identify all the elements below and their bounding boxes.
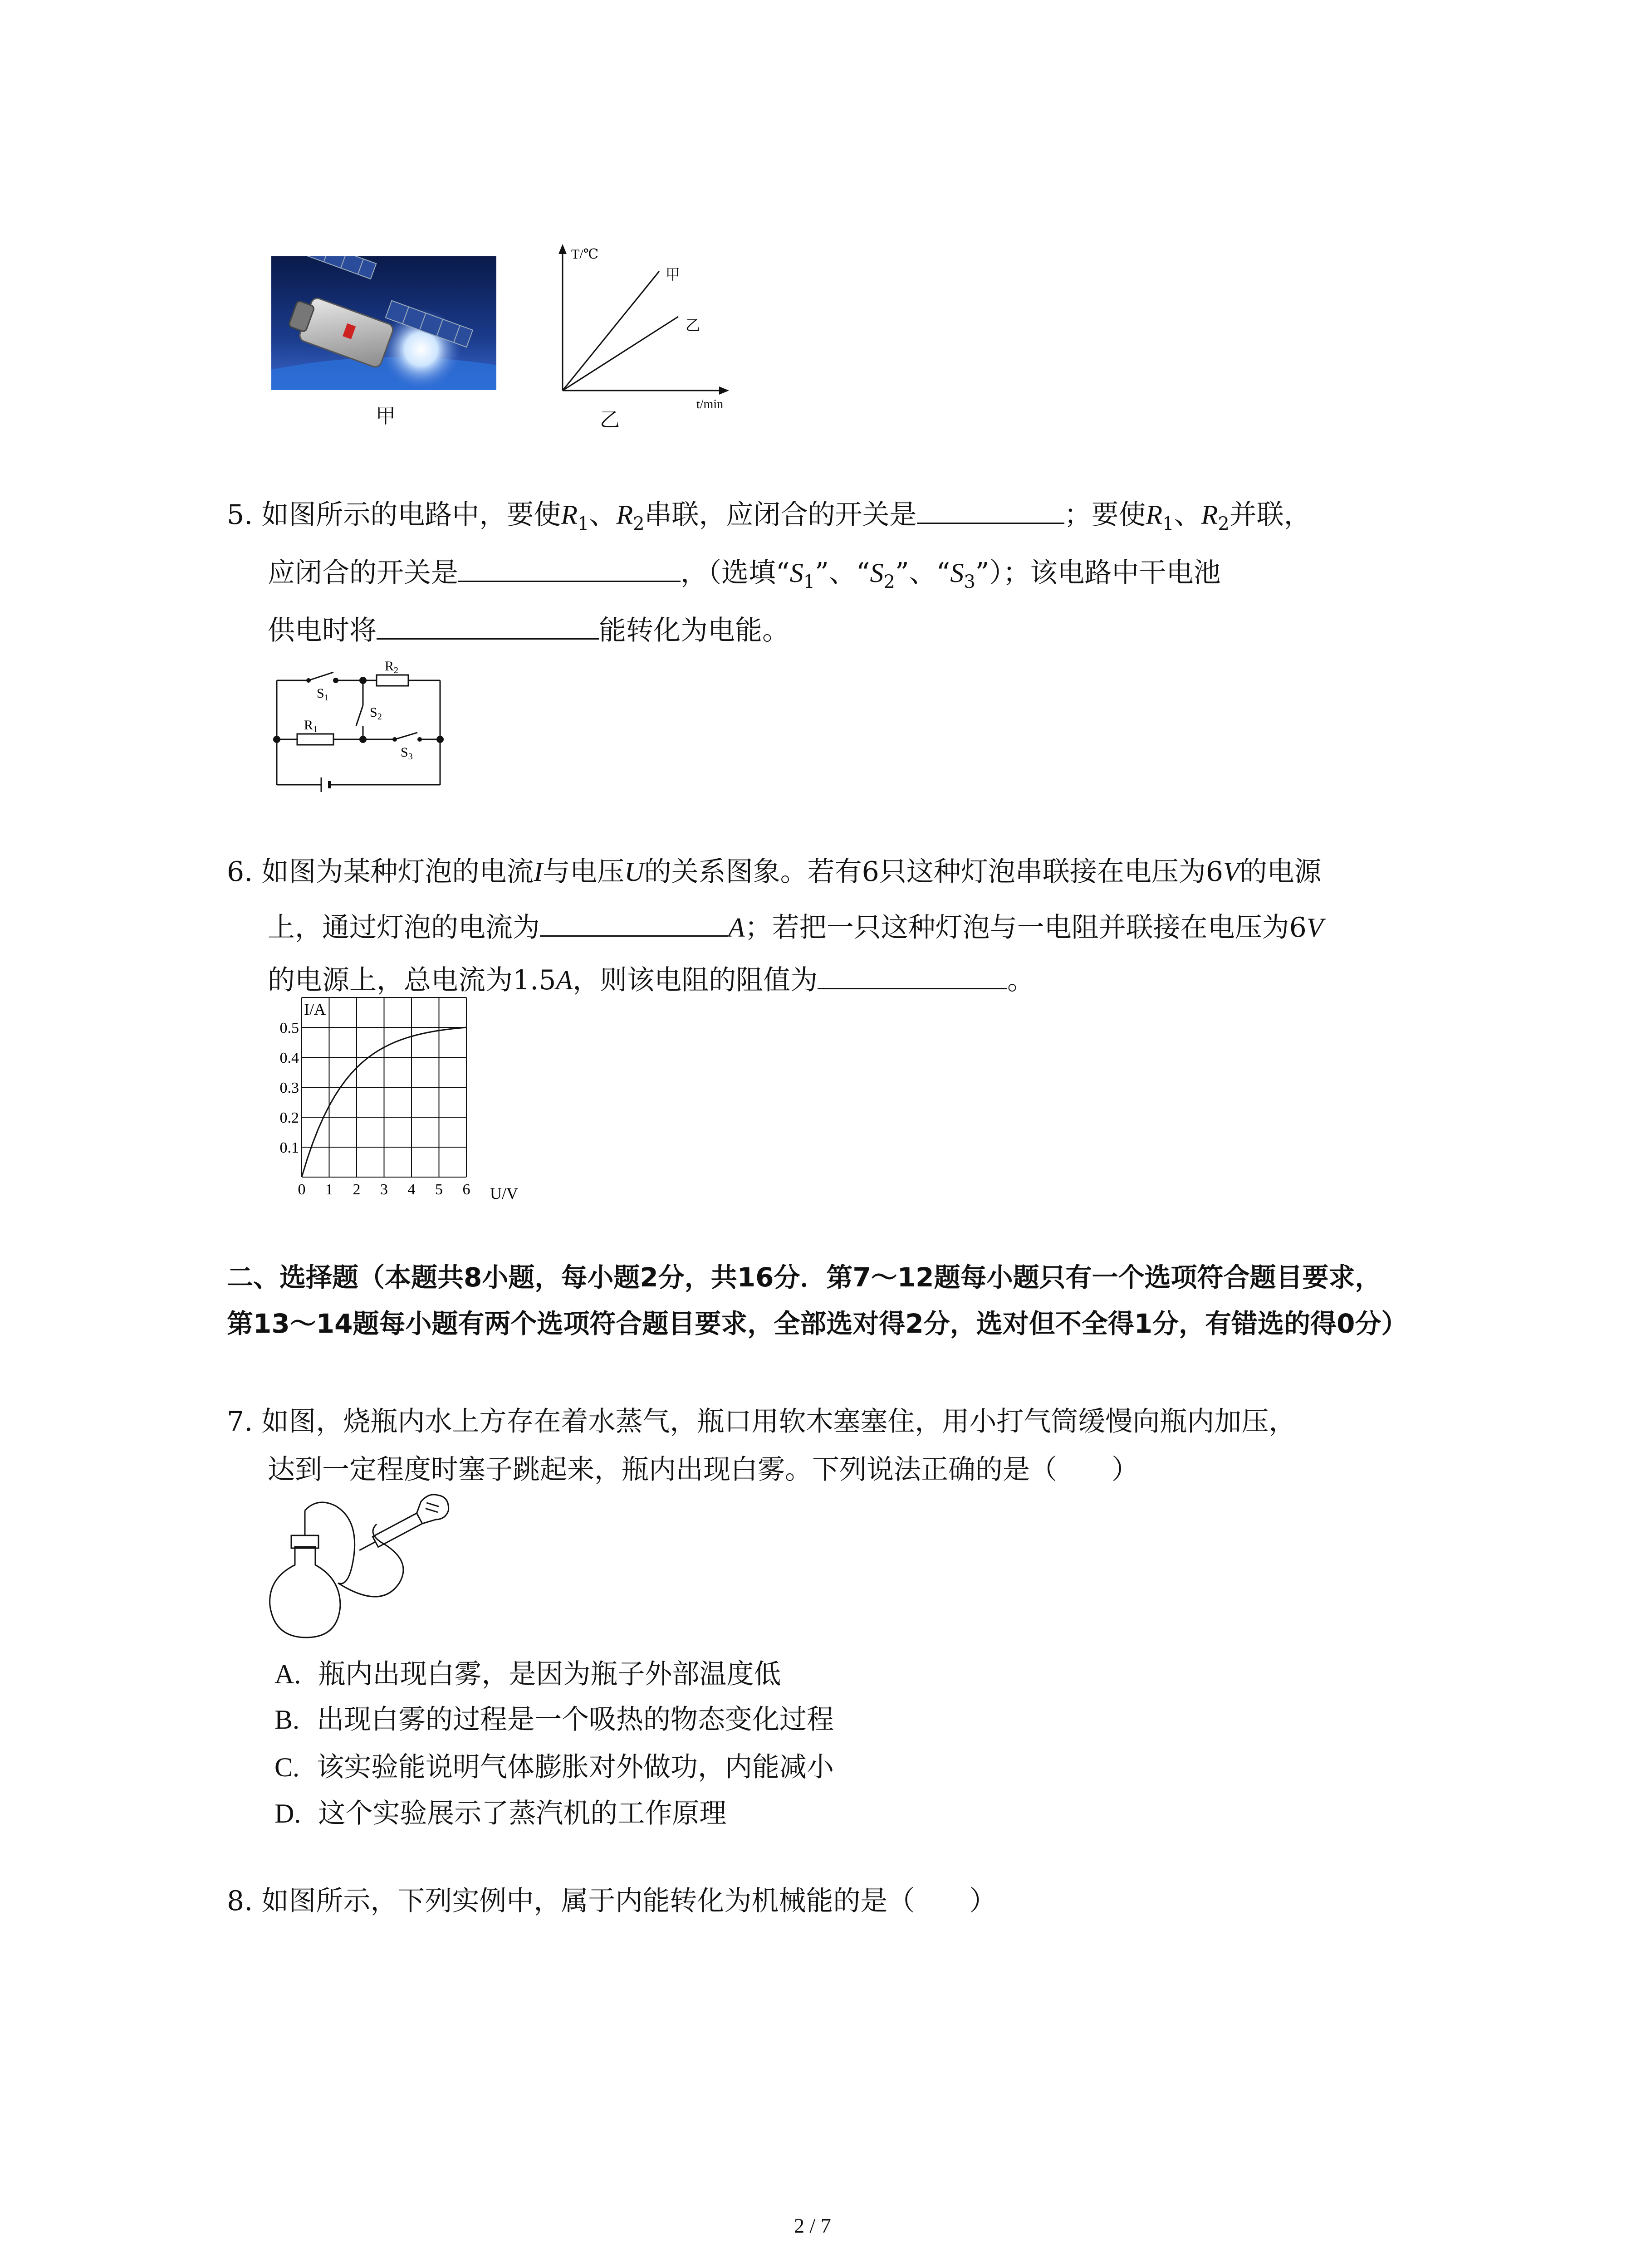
x-tick-label: 6 <box>462 1181 470 1198</box>
option-d[interactable] <box>274 1797 726 1830</box>
y-tick-label: 0.2 <box>279 1110 299 1126</box>
graph-line-label-jia: 甲 <box>666 266 681 283</box>
option-key: B. <box>274 1705 300 1735</box>
x-tick-label: 4 <box>407 1181 416 1198</box>
answer-blank-current[interactable] <box>540 907 728 937</box>
y-tick-label: 0.5 <box>279 1020 299 1036</box>
answer-blank-energy-form[interactable] <box>377 610 599 640</box>
option-b[interactable] <box>274 1703 834 1736</box>
circuit-diagram <box>268 649 458 794</box>
graph-y-axis-label: T/℃ <box>571 247 599 262</box>
option-text: 该实验能说明气体膨胀对外做功，内能减小 <box>317 1751 834 1783</box>
section-2-heading: 二、选择题（本题共8小题，每小题2分，共16分．第7～12题每小题只有一个选项符合题目要求，第13～14题每小题有两个选项符合题目要求，全部选对得2分，选对但不全得1分，有错选的得0分） <box>227 1262 1408 1339</box>
question-6-line-3: 的电源上，总电流为1.5A，则该电阻的阻值为 。 <box>268 960 1034 997</box>
question-7-line-2: 达到一定程度时塞子跳起来，瓶内出现白雾。下列说法正确的是（ ） <box>268 1454 1139 1486</box>
option-key: A. <box>274 1659 301 1689</box>
y-tick-label: 0.1 <box>279 1139 299 1156</box>
x-tick-label: 1 <box>325 1181 333 1198</box>
y-tick-label: 0.4 <box>279 1050 299 1066</box>
question-7-line-1: 7. 如图，烧瓶内水上方存在着水蒸气，瓶口用软木塞塞住，用小打气筒缓慢向瓶内加压， <box>227 1406 1296 1437</box>
question-6-line-1: 6. 如图为某种灯泡的电流I与电压U的关系图象。若有6只这种灯泡串联接在电压为6V的电源 <box>227 856 1322 888</box>
current-voltage-graph <box>263 996 544 1218</box>
figure-caption-right: 乙 <box>600 408 620 431</box>
option-text: 这个实验展示了蒸汽机的工作原理 <box>318 1798 727 1829</box>
x-tick-label: 0 <box>298 1181 306 1198</box>
question-8-line-1: 8. 如图所示，下列实例中，属于内能转化为机械能的是（ ） <box>227 1885 997 1917</box>
option-key: D. <box>274 1799 301 1828</box>
figure-caption-left: 甲 <box>376 405 396 428</box>
y-tick-label: 0.3 <box>279 1080 299 1096</box>
graph-x-axis-label: U/V <box>490 1184 518 1202</box>
question-number: 8. <box>227 1885 253 1917</box>
satellite-image <box>271 256 496 390</box>
flask-pump-figure <box>263 1492 463 1644</box>
question-number: 5. <box>227 499 253 531</box>
circuit-label-s1: $S_1$ <box>317 686 329 703</box>
option-key: C. <box>274 1752 300 1782</box>
graph-line-label-yi: 乙 <box>686 317 700 333</box>
circuit-label-r2: $R_2$ <box>385 659 399 675</box>
question-5-line-2: 应闭合的开关是 ，（选填“$S_1$”、“$S_2$”、“$S_3$”）；该电路中干电池 <box>268 552 1220 598</box>
temperature-time-graph <box>542 240 746 412</box>
question-5-line-1: 5. 如图所示的电路中，要使$R_1$、$R_2$串联，应闭合的开关是 ；要使$R_1$、$R_2$并联， <box>227 494 1311 540</box>
option-c[interactable] <box>274 1751 834 1784</box>
circuit-label-r1: $R_1$ <box>304 718 318 734</box>
question-number: 7. <box>227 1406 253 1437</box>
x-tick-label: 2 <box>353 1181 361 1198</box>
x-tick-label: 3 <box>380 1181 388 1198</box>
option-a[interactable] <box>274 1658 781 1691</box>
answer-blank-series-switch[interactable] <box>917 494 1064 524</box>
x-tick-label: 5 <box>435 1181 443 1198</box>
page-number: 2 / 7 <box>794 2214 831 2237</box>
question-6-line-2: 上，通过灯泡的电流为 A；若把一只这种灯泡与一电阻并联接在电压为6V <box>268 907 1323 944</box>
circuit-label-s2: $S_2$ <box>370 705 382 722</box>
question-5-line-3: 供电时将 能转化为电能。 <box>268 610 789 647</box>
question-number: 6. <box>227 856 253 888</box>
circuit-label-s3: $S_3$ <box>401 745 413 762</box>
graph-y-axis-label: I/A <box>304 1000 326 1018</box>
answer-blank-resistance[interactable] <box>818 960 1007 989</box>
answer-blank-parallel-switch[interactable] <box>458 552 681 582</box>
option-text: 瓶内出现白雾，是因为瓶子外部温度低 <box>318 1658 781 1690</box>
option-text: 出现白雾的过程是一个吸热的物态变化过程 <box>317 1704 834 1735</box>
graph-x-axis-label: t/min <box>696 397 724 411</box>
